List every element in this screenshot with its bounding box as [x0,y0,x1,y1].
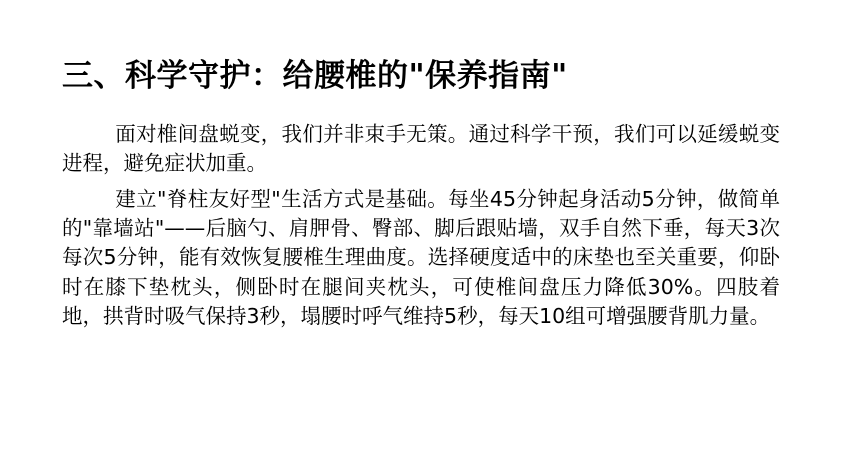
page-title: 三、科学守护：给腰椎的"保养指南" [62,57,568,94]
body-paragraph-2: 建立"脊柱友好型"生活方式是基础。每坐45分钟起身活动5分钟，做简单的"靠墙站"——后脑勺、肩胛骨、臀部、脚后跟贴墙，双手自然下垂，每天3次每次5分钟，能有效恢复腰椎生理曲度。选择硬度适中的床垫也至关重要，仰卧时在膝下垫枕头，侧卧时在腿间夹枕头，可使椎间盘压力降低30%。四肢着地，拱背时吸气保持3秒，塌腰时呼气维持5秒，每天10组可增强腰背肌力量。 [62,186,780,328]
body-paragraph-1: 面对椎间盘蜕变，我们并非束手无策。通过科学干预，我们可以延缓蜕变进程，避免症状加重。 [62,122,780,176]
slide-body [62,120,780,333]
